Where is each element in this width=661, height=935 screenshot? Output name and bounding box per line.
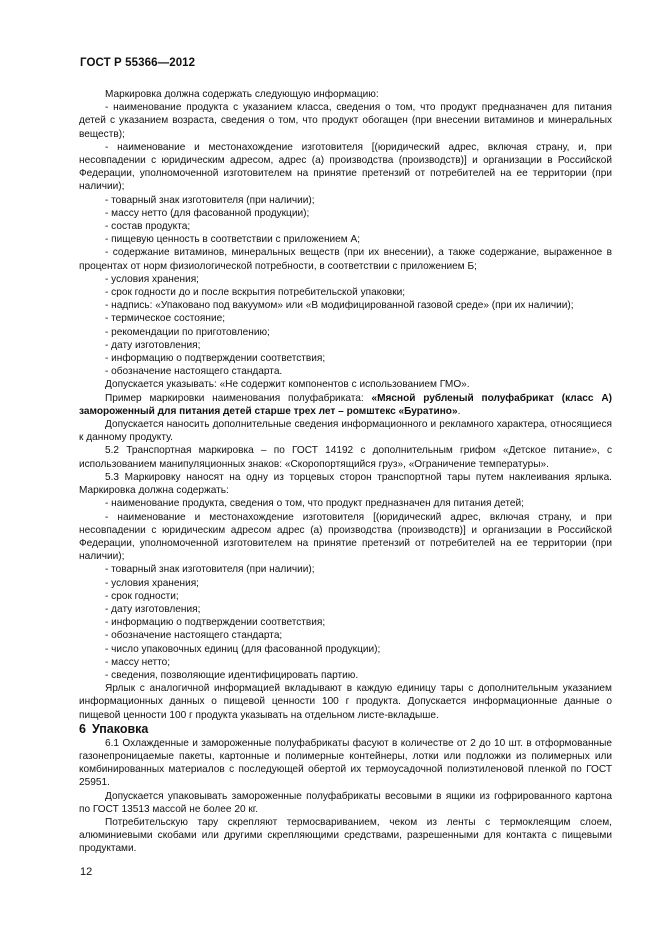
list-item: - пищевую ценность в соответствии с приложением А;: [105, 234, 361, 246]
list-item: - надпись: «Упаковано под вакуумом» или «В модифицированной газовой среде» (при их наличии);: [105, 300, 574, 312]
paragraph: Потребительскую тару скрепляют термосвариванием, чеком из ленты с термоклеящим слоем, алюминиевыми скобами или другими скрепляющими средствами, разрешенными для контакта с пищевыми продуктами.: [79, 816, 612, 855]
document-header: ГОСТ Р 55366—2012: [80, 57, 196, 69]
clause-5-3: 5.3 Маркировку наносят на одну из торцевых сторон транспортной тары путем наклеивания ярлыка. Маркировка должна содержать:: [79, 471, 612, 497]
page-number: 12: [80, 866, 93, 878]
list-item: - рекомендации по приготовлению;: [105, 326, 270, 338]
list-item: - число упаковочных единиц (для фасованной продукции);: [105, 643, 381, 655]
section-number: 6: [79, 721, 86, 736]
list-item: - информацию о подтверждении соответствия;: [105, 617, 326, 629]
paragraph: Ярлык с аналогичной информацией вкладывают в каждую единицу тары с дополнительным указанием информационных данных о пищевой ценности 100 г продукта. Допускается информационные данные о пищевой ценности 100 г продукта указывать на отдельном листе-вкладыше.: [79, 683, 612, 721]
list-item: - товарный знак изготовителя (при наличии);: [105, 564, 315, 576]
list-item: - массу нетто (для фасованной продукции);: [105, 207, 310, 219]
example-name-bold: «Мясной рубленый полуфабрикат (класс А) замороженный для питания детей старше трех лет – ромштекс «Буратино»: [79, 392, 612, 417]
list-item: - товарный знак изготовителя (при наличии);: [105, 194, 315, 206]
example-end: .: [457, 405, 461, 417]
list-item: - состав продукта;: [105, 221, 191, 233]
list-item: - наименование продукта с указанием класса, сведения о том, что продукт предназначен для питания детей с указанием возраста, сведения о том, что продукт обогащен (при внесении витаминов и минеральных веществ);: [79, 102, 612, 140]
list-item: - наименование и местонахождение изготовителя [(юридический адрес, включая страну, и при несовпадении с юридическим адресом адрес (а) производства (производств)] и организации в Российской Федерации, уполномоченной изготовителем на принятие претензий от потребителей на ее территории (при наличии);: [79, 511, 612, 563]
list-item: - срок годности до и после вскрытия потребительской упаковки;: [105, 287, 406, 299]
list-item: - срок годности;: [105, 590, 179, 602]
list-item: - наименование продукта, сведения о том, что продукт предназначен для питания детей;: [105, 498, 524, 510]
paragraph: Допускается наносить дополнительные сведения информационного и рекламного характера, относящиеся к данному продукту.: [79, 419, 612, 444]
example-label: Пример маркировки наименования полуфабриката:: [105, 392, 372, 404]
section-heading: [79, 722, 612, 737]
document-body: [79, 88, 612, 856]
list-item: - информацию о подтверждении соответствия;: [105, 353, 326, 365]
list-item: - условия хранения;: [105, 273, 199, 285]
list-item: - дату изготовления;: [105, 339, 201, 351]
list-item: - условия хранения;: [105, 577, 199, 589]
list-item: - содержание витаминов, минеральных веществ (при их внесении), а также содержание, выраженное в процентах от норм физиологической потребности, в соответствии с приложением Б;: [79, 247, 612, 272]
clause-6-1: 6.1 Охлажденные и замороженные полуфабрикаты фасуют в количестве от 2 до 10 шт. в отформованные газонепроницаемые пакеты, картонные и полимерные контейнеры, лотки или подложки из полимерных или комбинированных материалов с последующей обертой их термоусадочной полиэтиленовой пленкой по ГОСТ 25951.: [79, 737, 612, 789]
paragraph: [79, 392, 612, 418]
list-item: - обозначение настоящего стандарта;: [105, 630, 283, 642]
list-item: - наименование и местонахождение изготовителя [(юридический адрес, включая страну, и, при несовпадении с юридическим адресом, адрес (а) производства (производств)] и организации в Российской Федерации, уполномоченной изготовителем на принятие претензий от потребителей на ее территории (при наличии);: [79, 141, 612, 193]
list-item: - обозначение настоящего стандарта.: [105, 366, 283, 378]
paragraph: Допускается указывать: «Не содержит компонентов с использованием ГМО».: [105, 379, 470, 391]
clause-5-2: 5.2 Транспортная маркировка – по ГОСТ 14192 с дополнительным грифом «Детское питание», с использованием манипуляционных знаков: «Скоропортящийся груз», «Ограничение температуры».: [79, 445, 612, 470]
list-item: - массу нетто;: [105, 656, 171, 668]
paragraph: Маркировка должна содержать следующую информацию:: [105, 89, 379, 100]
section-title: Упаковка: [91, 721, 149, 736]
paragraph: Допускается упаковывать замороженные полуфабрикаты весовыми в ящики из гофрированного картона по ГОСТ 13513 массой не более 20 кг.: [79, 790, 612, 815]
list-item: - сведения, позволяющие идентифицировать партию.: [105, 669, 359, 681]
list-item: - дату изготовления;: [105, 603, 201, 615]
list-item: - термическое состояние;: [105, 313, 226, 325]
